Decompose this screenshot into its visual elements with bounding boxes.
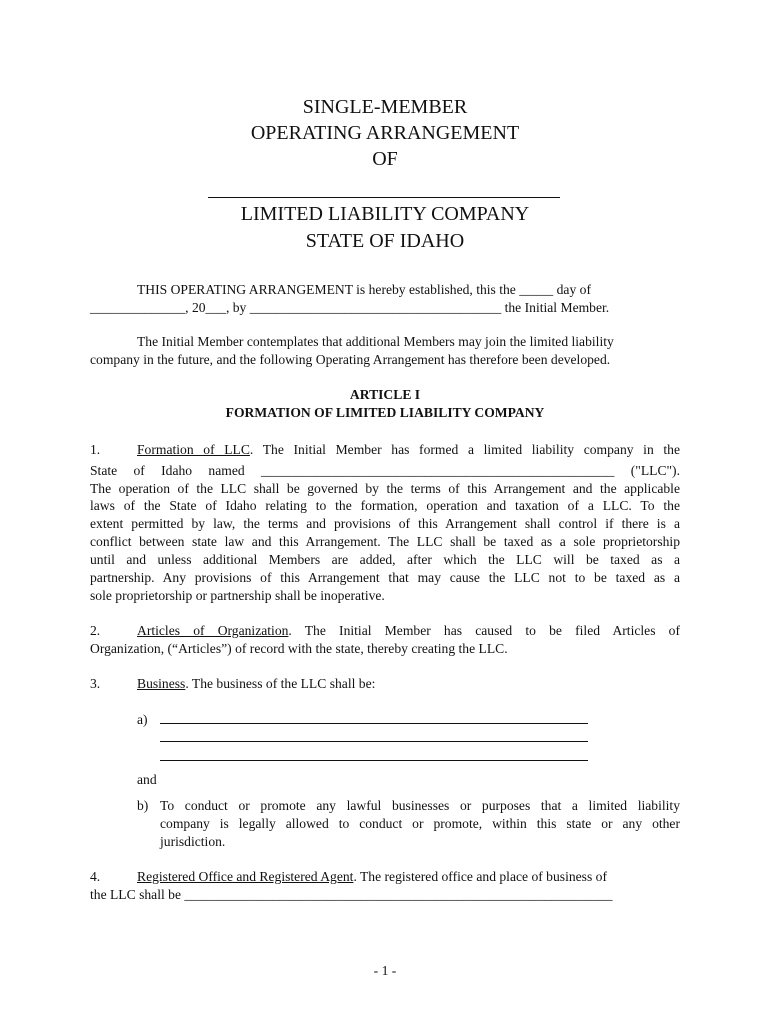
- section-4-first-line-text: . The registered office and place of business of: [353, 869, 607, 884]
- section-1-line-9: sole proprietorship or partnership shall be inoperative.: [90, 588, 385, 603]
- section-3-first-line: [137, 675, 680, 693]
- section-2-first-line: [137, 622, 680, 640]
- item-a-blank-3: [160, 760, 588, 761]
- section-3-first-line-text: . The business of the LLC shall be:: [185, 676, 376, 691]
- section-1-line-3: The operation of the LLC shall be governed by the terms of this Arrangement and the applicable: [90, 481, 680, 496]
- section-1-line-4: laws of the State of Idaho relating to the formation, operation and taxation of a LLC. To the: [90, 498, 680, 513]
- title-line-2: OPERATING ARRANGEMENT: [250, 122, 520, 144]
- section-3-number: 3.: [90, 676, 101, 691]
- title-line-1: SINGLE-MEMBER: [302, 96, 468, 118]
- title-line-4: LIMITED LIABILITY COMPANY: [240, 203, 530, 225]
- section-1-first-line-text: . The Initial Member has formed a limited liability company in the: [249, 442, 680, 457]
- article-number: ARTICLE I: [349, 387, 421, 402]
- section-4-line-2: the LLC shall be _______________________________________________________________: [90, 887, 613, 902]
- and-connector: and: [137, 772, 157, 787]
- contemplation-line-1: The Initial Member contemplates that additional Members may join the limited liability: [137, 334, 614, 349]
- section-2-number: 2.: [90, 623, 101, 638]
- section-1-line-6: conflict between state law and this Arrangement. The LLC shall be taxed as a sole proprietorship: [90, 534, 680, 549]
- section-4-number: 4.: [90, 869, 101, 884]
- section-1-line-2: State of Idaho named ____________________________________________________ ("LLC").: [90, 463, 680, 478]
- section-1-first-line: [137, 441, 680, 459]
- item-b-line-2: company is legally allowed to conduct or promote, within this state or any other: [160, 816, 680, 831]
- section-1-heading: Formation of LLC: [137, 442, 250, 457]
- section-1-line-5: extent permitted by law, the terms and provisions of this Arrangement shall control if there is a: [90, 516, 680, 531]
- section-4-heading: Registered Office and Registered Agent: [137, 869, 354, 884]
- item-a-blank-2: [160, 741, 588, 742]
- item-a-label: a): [137, 712, 148, 727]
- item-b-line-3: jurisdiction.: [160, 834, 226, 849]
- section-2-line-2: Organization, (“Articles”) of record with the state, thereby creating the LLC.: [90, 641, 508, 656]
- section-2-first-line-text: . The Initial Member has caused to be filed Articles of: [288, 623, 680, 638]
- section-2-heading: Articles of Organization: [137, 623, 289, 638]
- company-name-blank: [208, 197, 560, 198]
- intro-line-1: THIS OPERATING ARRANGEMENT is hereby established, this the _____ day of: [137, 282, 591, 297]
- section-1-number: 1.: [90, 442, 101, 457]
- section-1-line-8: partnership. Any provisions of this Arrangement that may cause the LLC not to be taxed as a: [90, 570, 680, 585]
- item-b-line-1: To conduct or promote any lawful businesses or purposes that a limited liability: [160, 798, 680, 813]
- title-line-3: OF: [372, 148, 398, 170]
- item-a-blank-1: [160, 723, 588, 724]
- section-4-first-line: [137, 868, 680, 886]
- section-1-line-7: until and unless additional Members are added, after which the LLC will be taxed as a: [90, 552, 680, 567]
- intro-line-2: ______________, 20___, by _____________________________________ the Initial Member.: [90, 300, 610, 315]
- item-b-label: b): [137, 798, 149, 813]
- article-heading: FORMATION OF LIMITED LIABILITY COMPANY: [225, 405, 545, 420]
- section-3-heading: Business: [137, 676, 186, 691]
- title-line-5: STATE OF IDAHO: [305, 230, 465, 252]
- page-number: - 1 -: [373, 963, 397, 978]
- contemplation-line-2: company in the future, and the following Operating Arrangement has therefore been developed.: [90, 352, 611, 367]
